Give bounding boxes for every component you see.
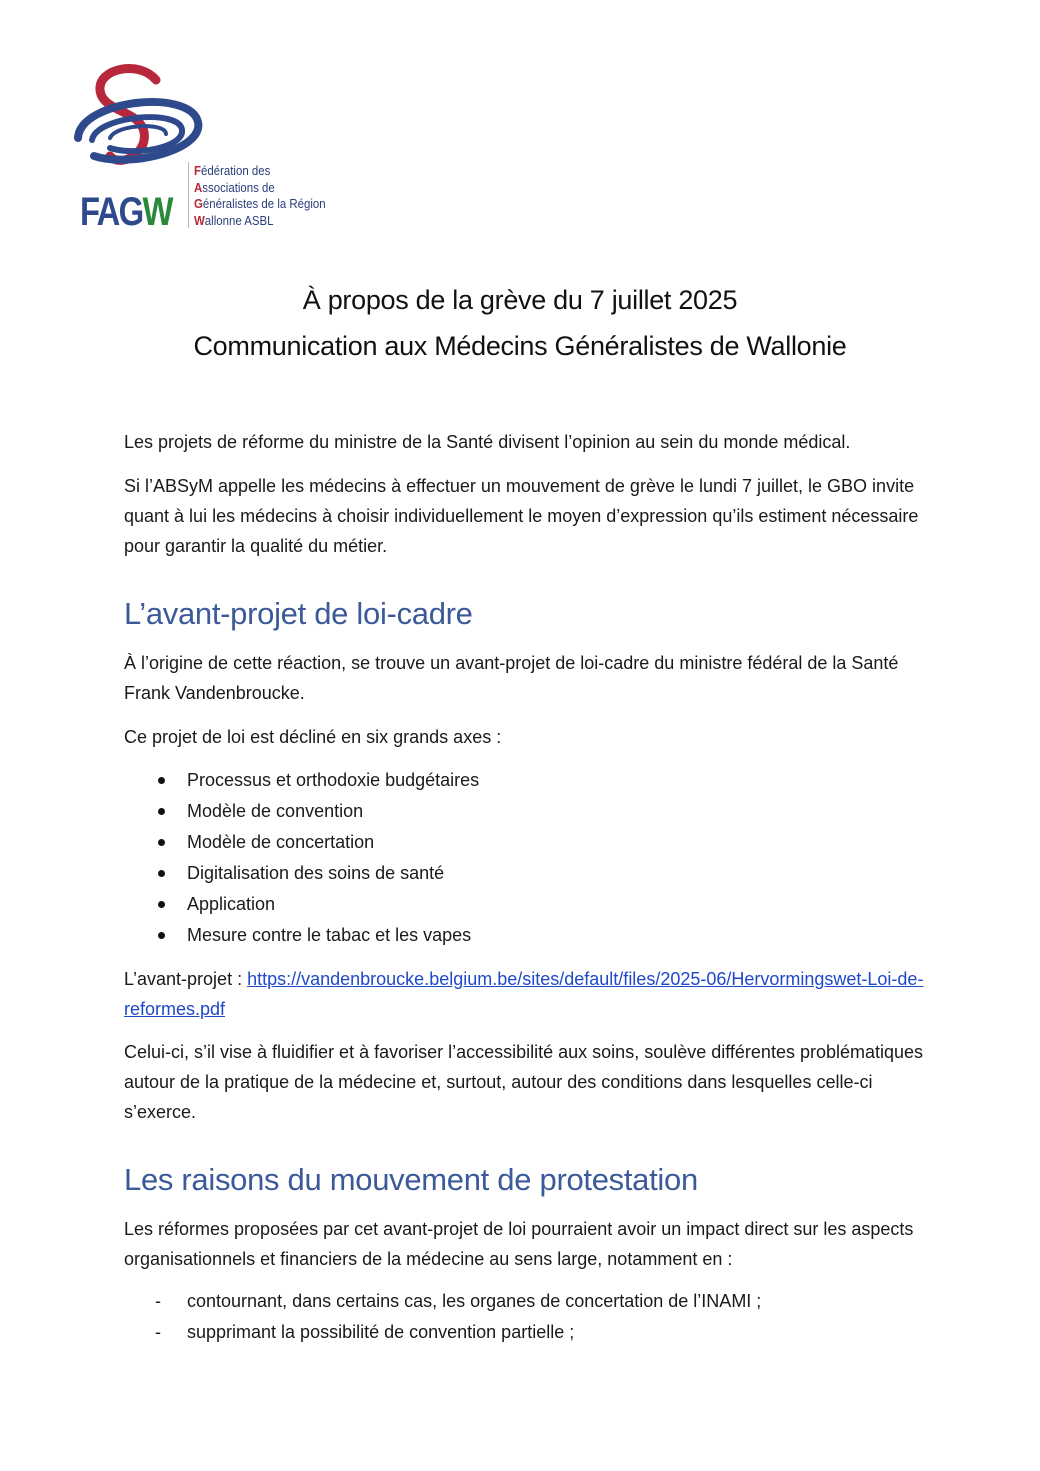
intro-paragraph-1: Les projets de réforme du ministre de la Santé divisent l’opinion au sein du monde médical. bbox=[124, 432, 851, 452]
list-item: Digitalisation des soins de santé bbox=[124, 858, 479, 889]
logo-org-line: Généralistes de la Région bbox=[194, 196, 326, 211]
logo-org-line: Wallonne ASBL bbox=[194, 212, 274, 228]
list-item: Modèle de convention bbox=[124, 796, 479, 827]
section1-paragraph-2: Ce projet de loi est décliné en six grands axes : bbox=[124, 727, 502, 747]
dash-bullet-icon: - bbox=[155, 1291, 161, 1311]
logo-org-line: Fédération des bbox=[194, 163, 271, 178]
bullet-icon bbox=[158, 777, 165, 784]
section1-heading: L’avant-projet de loi-cadre bbox=[124, 596, 473, 631]
list-item: Processus et orthodoxie budgétaires bbox=[124, 765, 479, 796]
section1-paragraph-1: À l’origine de cette réaction, se trouve un avant-projet de loi-cadre du ministre fédéral de la Santé Frank Vandenbroucke. bbox=[124, 653, 899, 703]
logo-org-line: Associations de bbox=[194, 179, 275, 195]
logo-divider bbox=[188, 162, 189, 228]
impact-list bbox=[124, 1286, 761, 1348]
logo-emblem-icon bbox=[70, 60, 210, 200]
bullet-icon bbox=[158, 808, 165, 815]
section1-paragraph-3: Celui-ci, s’il vise à fluidifier et à favoriser l’accessibilité aux soins, soulève différentes problématiques autour de la pratique de la médecine et, surtout, autour des conditions dans lesquelles celle-ci s’exerce. bbox=[124, 1042, 924, 1122]
logo-acronym bbox=[80, 192, 172, 232]
section2-heading: Les raisons du mouvement de protestation bbox=[124, 1162, 698, 1197]
bullet-icon bbox=[158, 839, 165, 846]
draft-law-link[interactable]: https://vandenbroucke.belgium.be/sites/default/files/2025-06/Hervormingswet-Loi-de-reformes.pdf bbox=[124, 969, 924, 1019]
logo-acronym-g: G bbox=[118, 190, 143, 234]
list-item: - supprimant la possibilité de convention partielle ; bbox=[124, 1317, 761, 1348]
draft-link-paragraph bbox=[124, 964, 924, 1024]
list-item: Application bbox=[124, 889, 479, 920]
logo-acronym-w: W bbox=[142, 190, 172, 234]
intro-paragraph-2: Si l’ABSyM appelle les médecins à effectuer un mouvement de grève le lundi 7 juillet, le GBO invite quant à lui les médecins à choisir individuellement le moyen d’expression qu’ils estiment nécessaire pour garantir la qualité du métier. bbox=[124, 476, 919, 556]
draft-link-label: L’avant-projet : bbox=[124, 969, 248, 989]
list-item: Modèle de concertation bbox=[124, 827, 479, 858]
page-title-line1: À propos de la grève du 7 juillet 2025 bbox=[302, 285, 738, 315]
logo-org-name bbox=[194, 163, 326, 229]
page-title-line2: Communication aux Médecins Généralistes de Wallonie bbox=[193, 331, 847, 361]
section2-paragraph-1: Les réformes proposées par cet avant-projet de loi pourraient avoir un impact direct sur les aspects organisationnels et financiers de la médecine au sens large, notamment en : bbox=[124, 1219, 914, 1269]
logo-acronym-fa: FA bbox=[80, 190, 119, 234]
dash-bullet-icon: - bbox=[155, 1322, 161, 1342]
list-item: Mesure contre le tabac et les vapes bbox=[124, 920, 479, 951]
fagw-logo bbox=[70, 60, 350, 240]
axes-list bbox=[124, 765, 479, 951]
bullet-icon bbox=[158, 901, 165, 908]
list-item: - contournant, dans certains cas, les organes de concertation de l’INAMI ; bbox=[124, 1286, 761, 1317]
bullet-icon bbox=[158, 932, 165, 939]
bullet-icon bbox=[158, 870, 165, 877]
